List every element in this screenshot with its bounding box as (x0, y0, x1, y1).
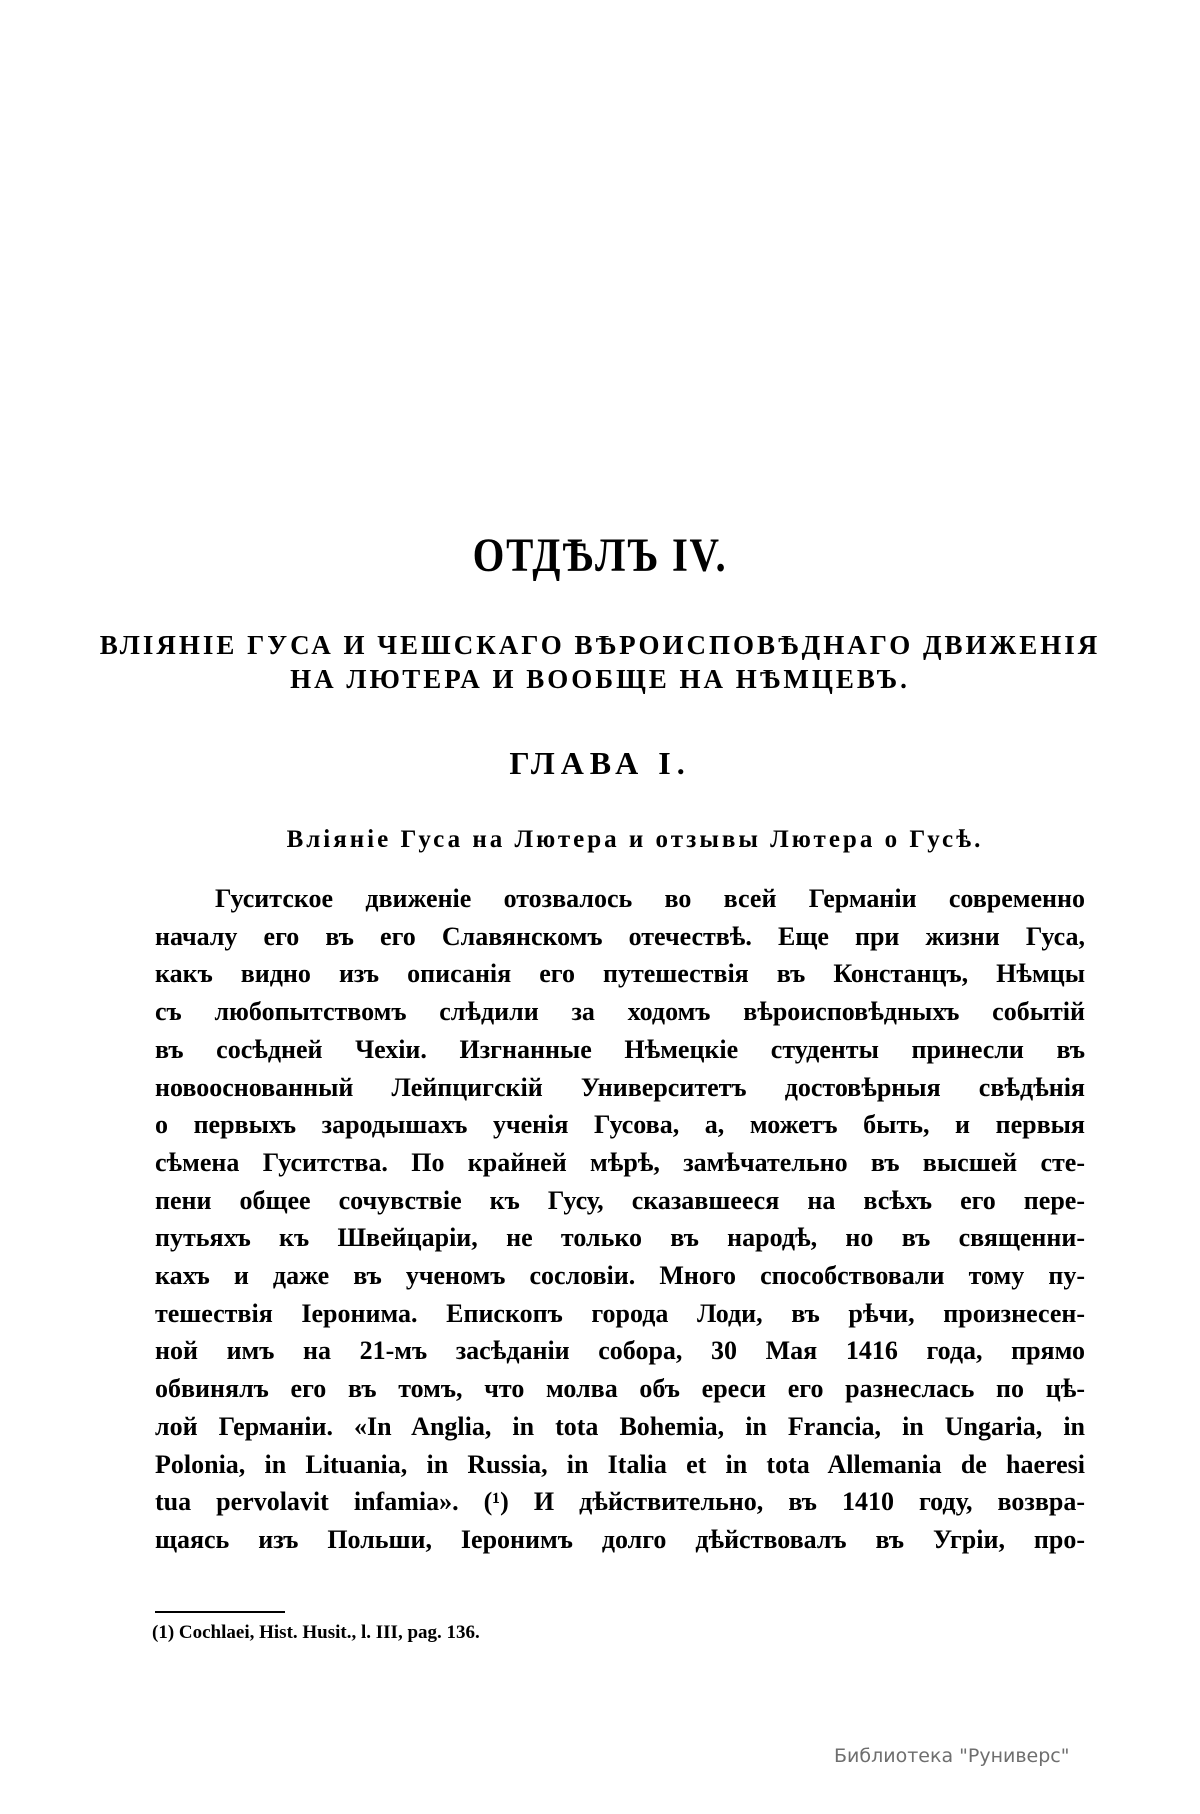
body-line: пени общее сочувствіе къ Гусу, сказавшееся на всѣхъ его пере- (155, 1185, 1085, 1215)
chapter-title: ГЛАВА I. (509, 745, 691, 781)
chapter-subtitle: Вліяніе Гуса на Лютера и отзывы Лютера о Гусѣ. (286, 826, 984, 853)
body-line: щаясь изъ Польши, Іеронимъ долго дѣйствовалъ въ Угріи, про- (155, 1524, 1085, 1554)
library-watermark: Библиотека "Руниверс" (834, 1745, 1070, 1767)
body-line: Polonia, in Lituania, in Russia, in Italia et in tota Allemania de haeresi (155, 1449, 1085, 1479)
body-line: какъ видно изъ описанія его путешествія въ Констанцъ, Нѣмцы (155, 959, 1085, 989)
body-line: обвинялъ его въ томъ, что молва объ ереси его разнеслась по цѣ- (155, 1374, 1085, 1404)
body-line: началу его въ его Славянскомъ отечествѣ. Еще при жизни Гуса, (155, 921, 1085, 951)
body-line: tua pervolavit infamia». (¹) И дѣйствительно, въ 1410 году, возвра- (155, 1487, 1085, 1517)
body-line: сѣмена Гуситства. По крайней мѣрѣ, замѣчательно въ высшей сте- (155, 1147, 1085, 1177)
body-text (155, 880, 1085, 1559)
body-line: новооснованный Лейпцигскій Университетъ достовѣрныя свѣдѣнія (155, 1072, 1085, 1102)
body-line: тешествія Іеронима. Епископъ города Лоди, въ рѣчи, произнесен- (155, 1298, 1085, 1328)
body-line: Гуситское движеніе отозвалось во всей Германіи современно (215, 884, 1085, 913)
section-subtitle (0, 628, 1200, 696)
body-line: въ сосѣдней Чехіи. Изгнанные Нѣмецкіе студенты принесли въ (155, 1034, 1085, 1064)
body-line: кахъ и даже въ ученомъ сословіи. Много способствовали тому пу- (155, 1261, 1085, 1291)
footnote-divider (155, 1611, 285, 1613)
body-line: о первыхъ зародышахъ ученія Гусова, а, можетъ быть, и первыя (155, 1110, 1085, 1140)
subtitle-line: ВЛІЯНІЕ ГУСА И ЧЕШСКАГО ВѢРОИСПОВѢДНАГО ДВИЖЕНІЯ (99, 630, 1101, 660)
subtitle-line: НА ЛЮТЕРА И ВООБЩЕ НА НѢМЦЕВЪ. (290, 664, 910, 694)
body-line: лой Германіи. «In Anglia, in tota Bohemia, in Francia, in Ungaria, in (155, 1411, 1085, 1441)
body-line: съ любопытствомъ слѣдили за ходомъ вѣроисповѣдныхъ событій (155, 997, 1085, 1027)
footnote: (1) Cochlaei, Hist. Husit., l. III, pag. 136. (152, 1622, 480, 1643)
body-line: ной имъ на 21-мъ засѣданіи собора, 30 Мая 1416 года, прямо (155, 1336, 1085, 1366)
body-line: путьяхъ къ Швейцаріи, не только въ народѣ, но въ священни- (155, 1223, 1085, 1253)
section-title: ОТДѢЛЪ IV. (472, 529, 728, 582)
